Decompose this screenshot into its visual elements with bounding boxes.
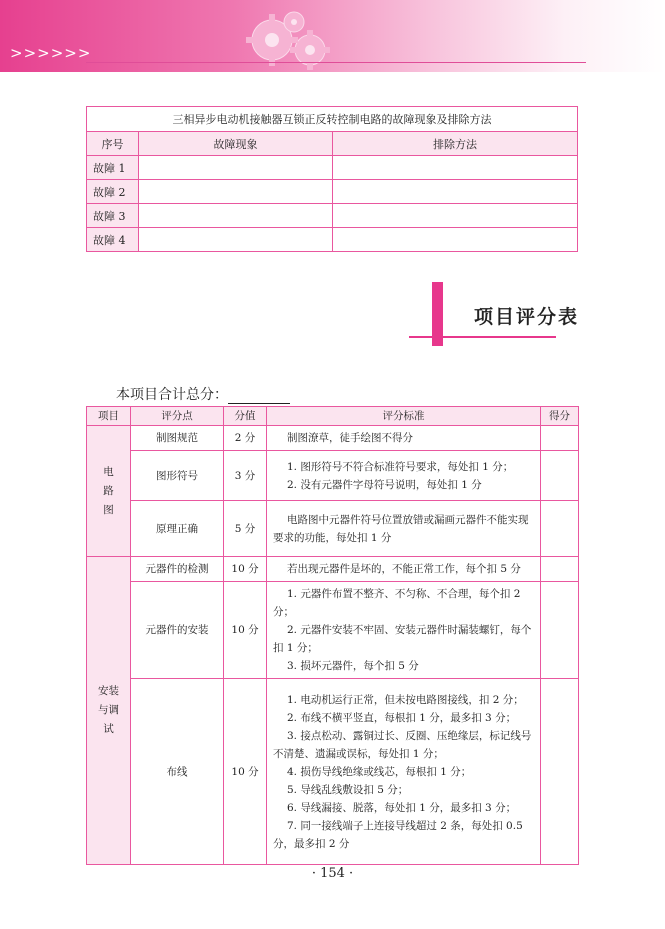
table-row — [87, 180, 578, 204]
earned-score-cell[interactable] — [541, 679, 579, 865]
heading-underline — [409, 336, 556, 338]
fault-table-caption: 三相异步电动机接触器互锁正反转控制电路的故障现象及排除方法 — [87, 107, 578, 132]
score-col-criteria: 评分标准 — [267, 407, 541, 426]
fault-remedy-cell[interactable] — [333, 156, 578, 180]
criteria-cell: 电路图中元器件符号位置放错或漏画元器件不能实现要求的功能，每处扣 1 分 — [267, 501, 541, 557]
fault-label: 故障 1 — [87, 156, 139, 180]
total-score-blank[interactable] — [228, 389, 290, 404]
header-rule — [86, 62, 586, 63]
point-cell: 图形符号 — [131, 451, 224, 501]
table-row — [87, 582, 579, 679]
criteria-cell: 1. 图形符号不符合标准符号要求，每处扣 1 分； 2. 没有元器件字母符号说明，每处扣 1 分 — [267, 451, 541, 501]
score-col-value: 分值 — [224, 407, 267, 426]
criteria-cell: 制图潦草，徒手绘图不得分 — [267, 426, 541, 451]
fault-label: 故障 3 — [87, 204, 139, 228]
fault-remedy-cell[interactable] — [333, 180, 578, 204]
point-cell: 制图规范 — [131, 426, 224, 451]
table-row — [87, 451, 579, 501]
table-row — [87, 501, 579, 557]
score-value: 5 分 — [224, 501, 267, 557]
fault-label: 故障 4 — [87, 228, 139, 252]
table-row — [87, 204, 578, 228]
fault-symptom-cell[interactable] — [139, 204, 333, 228]
gear-icon — [232, 8, 342, 74]
fault-table — [86, 106, 578, 252]
earned-score-cell[interactable] — [541, 451, 579, 501]
earned-score-cell[interactable] — [541, 557, 579, 582]
fault-remedy-cell[interactable] — [333, 228, 578, 252]
score-value: 10 分 — [224, 557, 267, 582]
total-score-line — [116, 384, 290, 404]
fault-symptom-cell[interactable] — [139, 156, 333, 180]
fault-remedy-cell[interactable] — [333, 204, 578, 228]
section-heading: 项目评分表 — [474, 306, 580, 328]
fault-symptom-cell[interactable] — [139, 228, 333, 252]
fault-label: 故障 2 — [87, 180, 139, 204]
score-value: 10 分 — [224, 582, 267, 679]
earned-score-cell[interactable] — [541, 582, 579, 679]
project-cell-circuit: 电 路 图 — [87, 426, 131, 557]
criteria-cell: 1. 元器件布置不整齐、不匀称、不合理，每个扣 2 分； 2. 元器件安装不牢固、安装元器件时漏装螺钉，每个扣 1 分； 3. 损坏元器件，每个扣 5 分 — [267, 582, 541, 679]
score-col-earned: 得分 — [541, 407, 579, 426]
score-col-point: 评分点 — [131, 407, 224, 426]
earned-score-cell[interactable] — [541, 426, 579, 451]
score-value: 10 分 — [224, 679, 267, 865]
fault-col-remedy: 排除方法 — [333, 132, 578, 156]
total-score-label: 本项目合计总分： — [116, 387, 228, 403]
table-row — [87, 557, 579, 582]
point-cell: 布线 — [131, 679, 224, 865]
table-row — [87, 228, 578, 252]
criteria-cell: 1. 电动机运行正常，但未按电路图接线，扣 2 分； 2. 布线不横平竖直，每根扣 1 分，最多扣 3 分； 3. 接点松动、露铜过长、反圈、压绝缘层，标记线号不清楚、遗漏或误标，每处扣 1 分； 4. 损伤导线绝缘或线芯，每根扣 1 分； 5. 导线乱线敷设扣 5 分； 6. 导线漏接、脱落，每处扣 1 分，最多扣 3 分； 7. 同一接线端子上连接导线超过 2 条，每处扣 0.5 分，最多扣 2 分 — [267, 679, 541, 865]
point-cell: 原理正确 — [131, 501, 224, 557]
score-value: 3 分 — [224, 451, 267, 501]
fault-col-index: 序号 — [87, 132, 139, 156]
point-cell: 元器件的安装 — [131, 582, 224, 679]
page-number: · 154 · — [311, 866, 354, 881]
point-cell: 元器件的检测 — [131, 557, 224, 582]
score-table — [86, 406, 579, 865]
fault-symptom-cell[interactable] — [139, 180, 333, 204]
project-cell-install: 安装与调试 — [87, 557, 131, 865]
criteria-cell: 若出现元器件是坏的，不能正常工作，每个扣 5 分 — [267, 557, 541, 582]
chevron-decoration: >>>>>> — [10, 44, 92, 62]
earned-score-cell[interactable] — [541, 501, 579, 557]
table-row — [87, 426, 579, 451]
table-row — [87, 156, 578, 180]
score-col-project: 项目 — [87, 407, 131, 426]
table-row — [87, 679, 579, 865]
fault-col-symptom: 故障现象 — [139, 132, 333, 156]
score-value: 2 分 — [224, 426, 267, 451]
